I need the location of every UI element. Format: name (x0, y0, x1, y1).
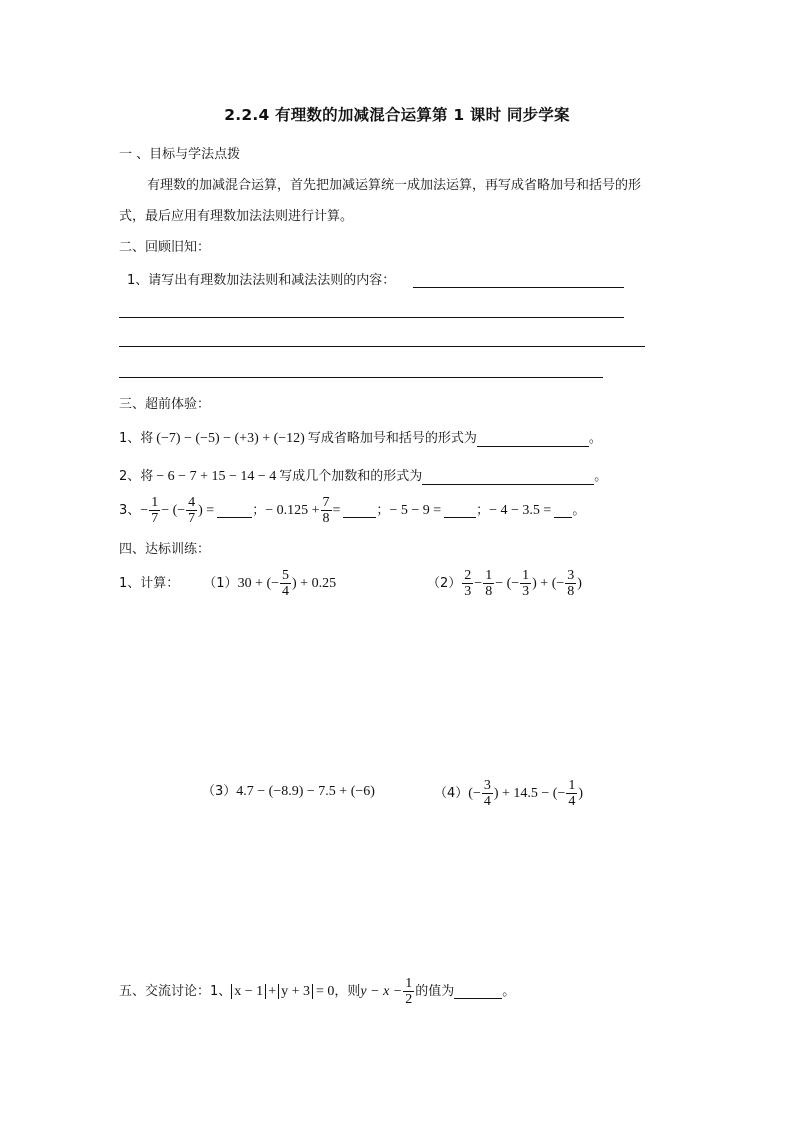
answer-line[interactable] (119, 346, 645, 347)
exercise-problem-2 (427, 568, 582, 599)
section-1-paragraph-line-1: 有理数的加减混合运算，首先把加减运算统一成加法运算，再写成省略加号和括号的形 (147, 178, 642, 193)
fraction (280, 568, 291, 599)
denominator: 7 (151, 511, 159, 526)
operator: ) = (198, 502, 215, 518)
answer-blank[interactable] (454, 984, 502, 999)
answer-blank[interactable] (217, 503, 252, 518)
page-title: 2.2.4 有理数的加减混合运算第 1 课时 同步学案 (224, 106, 570, 124)
denominator: 4 (568, 794, 576, 809)
text-then: ，则 (334, 983, 361, 999)
exercise-row-1 (119, 568, 336, 599)
fraction (565, 568, 576, 599)
operator: − (474, 575, 483, 591)
preview-question-2 (119, 468, 607, 486)
section-1-paragraph-line-2: 式，最后应用有理数加法法则进行计算。 (119, 209, 354, 224)
absolute-value: x − 1 (231, 984, 266, 999)
expression: − 0.125 + (265, 502, 320, 518)
question-text: 写成几个加数和的形式为 (279, 469, 423, 484)
fraction (520, 568, 531, 599)
expression: 4.7 − (−8.9) − 7.5 + (−6) (236, 784, 375, 799)
separator: ； (252, 502, 266, 518)
expression: − 4 − 3.5 = (489, 502, 552, 518)
operator: ) (577, 575, 582, 591)
question-end: 。 (572, 502, 586, 518)
problem-label: （1） (203, 575, 238, 591)
numerator: 3 (567, 568, 575, 583)
answer-blank[interactable] (343, 503, 376, 518)
problem-label: （2） (427, 575, 462, 591)
operator: − (− (161, 502, 186, 518)
question-end: 。 (588, 431, 602, 446)
problem-label: （3） (202, 784, 237, 799)
answer-blank[interactable] (422, 470, 594, 485)
question-prefix: 2、将 (119, 469, 154, 484)
question-label: 1、计算： (119, 575, 180, 591)
denominator: 8 (567, 584, 575, 599)
operator: = 0 (316, 983, 335, 999)
denominator: 8 (485, 584, 493, 599)
expression: y − x − (360, 983, 403, 999)
expression: (−7) − (−5) − (+3) + (−12) (156, 431, 305, 446)
denominator: 2 (405, 992, 413, 1007)
numerator: 1 (405, 976, 413, 991)
denominator: 4 (282, 584, 290, 599)
numerator: 3 (483, 778, 491, 793)
numerator: 7 (322, 495, 330, 510)
expression: ) + 14.5 − (− (493, 785, 566, 801)
fraction (482, 778, 493, 809)
fraction (321, 495, 332, 526)
section-2-heading: 二、回顾旧知： (119, 240, 211, 255)
exercise-problem-4 (434, 778, 583, 809)
minus-sign: − (140, 502, 149, 518)
review-question-1: 1、请写出有理数加法法则和减法法则的内容： (127, 273, 396, 288)
numerator: 1 (522, 568, 530, 583)
numerator: 1 (151, 495, 159, 510)
question-prefix: 1、将 (119, 431, 154, 446)
numerator: 1 (485, 568, 493, 583)
numerator: 4 (188, 495, 196, 510)
answer-blank[interactable] (477, 432, 589, 447)
preview-question-1 (119, 430, 602, 448)
answer-line[interactable] (119, 377, 603, 378)
answer-blank[interactable] (554, 503, 572, 518)
question-text: 写成省略加号和括号的形式为 (307, 431, 477, 446)
fraction (483, 568, 494, 599)
section-4-heading: 四、达标训练： (119, 542, 211, 557)
preview-question-3 (119, 495, 585, 526)
expression: ) (578, 785, 584, 801)
absolute-value: y + 3 (278, 984, 313, 999)
expression: (− (468, 785, 481, 801)
answer-blank[interactable] (444, 503, 476, 518)
question-end: 。 (594, 469, 608, 484)
numerator: 5 (282, 568, 290, 583)
expression: − 6 − 7 + 15 − 14 − 4 (156, 469, 277, 484)
fraction (149, 495, 160, 526)
expression: − 5 − 9 = (389, 502, 442, 518)
denominator: 8 (322, 511, 330, 526)
operator: − (− (495, 575, 520, 591)
answer-line[interactable] (413, 287, 624, 288)
denominator: 3 (522, 584, 530, 599)
problem-label: （4） (434, 785, 469, 801)
text-value-of: 的值为 (415, 983, 455, 999)
question-end: 。 (502, 983, 516, 999)
operator: ) + (− (532, 575, 565, 591)
fraction (403, 976, 414, 1007)
expression: 30 + (− (237, 575, 280, 591)
numerator: 2 (464, 568, 472, 583)
separator: ； (376, 502, 390, 518)
expression: ) + 0.25 (292, 575, 337, 591)
question-label: 3、 (119, 502, 141, 518)
section-1-heading: 一 、目标与学法点拨 (119, 147, 241, 162)
operator: + (268, 983, 277, 999)
denominator: 3 (464, 584, 472, 599)
denominator: 4 (483, 794, 491, 809)
fraction (566, 778, 577, 809)
separator: ； (476, 502, 490, 518)
section-5-discussion (119, 976, 515, 1007)
fraction (462, 568, 473, 599)
section-5-heading: 五、交流讨论：1、 (119, 983, 232, 999)
denominator: 7 (188, 511, 196, 526)
operator: = (332, 502, 341, 518)
numerator: 1 (568, 778, 576, 793)
answer-line[interactable] (119, 317, 624, 318)
fraction (186, 495, 197, 526)
exercise-problem-3 (202, 783, 375, 801)
section-3-heading: 三、超前体验： (119, 397, 211, 412)
